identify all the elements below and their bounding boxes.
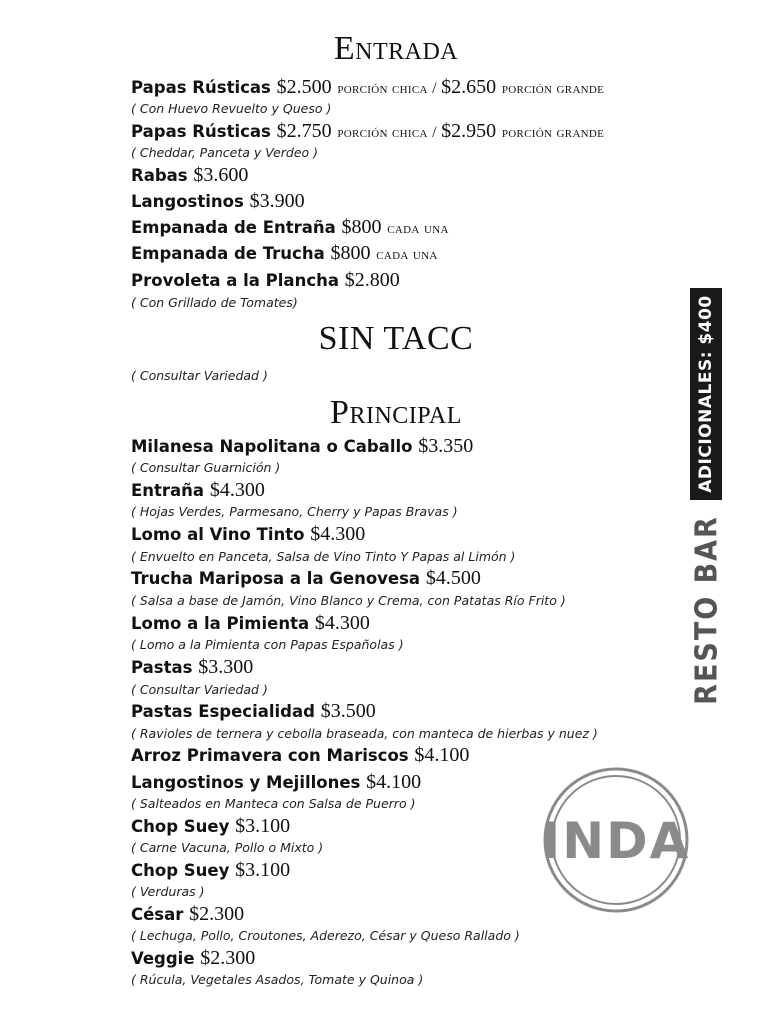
item-description: ( Lomo a la Pimienta con Papas Españolas ) <box>131 637 404 652</box>
item-price: $3.100 <box>235 859 291 881</box>
item-description: ( Rúcula, Vegetales Asados, Tomate y Quinoa ) <box>131 972 424 987</box>
item-name: Lomo al Vino Tinto <box>131 525 305 544</box>
menu-item <box>131 771 421 794</box>
item-name: Empanada de Trucha <box>131 244 325 263</box>
item-name: Langostinos <box>131 192 244 211</box>
menu-item <box>131 269 400 292</box>
item-note-2: porción grande <box>501 80 605 97</box>
item-price: $2.750 <box>276 120 332 142</box>
item-price: $3.600 <box>193 164 249 186</box>
menu-item <box>131 242 438 265</box>
item-note: cada una <box>376 246 438 263</box>
item-price-2: $2.650 <box>441 76 497 98</box>
item-name: Lomo a la Pimienta <box>131 614 310 633</box>
item-price: $4.500 <box>425 567 481 589</box>
item-description: ( Ravioles de ternera y cebolla braseada, con manteca de hierbas y nuez ) <box>131 726 598 741</box>
section-title-sin-tacc: SIN TACC <box>318 320 474 357</box>
item-name: Rabas <box>131 166 188 185</box>
menu-item <box>131 744 469 767</box>
item-name: Papas Rústicas <box>131 78 271 97</box>
section-title-entrada: Entrada <box>333 30 459 67</box>
item-name: Empanada de Entraña <box>131 218 336 237</box>
menu-item <box>131 656 253 679</box>
menu-item <box>131 523 365 546</box>
item-name: Arroz Primavera con Mariscos <box>131 746 409 765</box>
item-description: ( Lechuga, Pollo, Croutones, Aderezo, César y Queso Rallado ) <box>131 928 520 943</box>
item-description: ( Salteados en Manteca con Salsa de Puerro ) <box>131 796 416 811</box>
item-description: ( Hojas Verdes, Parmesano, Cherry y Papas Bravas ) <box>131 504 458 519</box>
item-price: $2.500 <box>276 76 332 98</box>
menu-item <box>131 164 248 187</box>
menu-item <box>131 612 370 635</box>
item-name: Pastas Especialidad <box>131 702 315 721</box>
item-price: $3.500 <box>320 700 376 722</box>
menu-item <box>131 903 244 926</box>
item-description: ( Verduras ) <box>131 884 205 899</box>
menu-item <box>131 190 305 213</box>
item-price: $800 <box>341 216 382 238</box>
menu-item <box>131 815 290 838</box>
adicionales-label: ADICIONALES: $400 <box>696 295 716 493</box>
item-name: Chop Suey <box>131 817 230 836</box>
item-price: $3.100 <box>235 815 291 837</box>
item-price: $4.100 <box>414 744 470 766</box>
item-price: $800 <box>330 242 371 264</box>
menu-item <box>131 700 376 723</box>
item-name: Chop Suey <box>131 861 230 880</box>
item-note: porción chica / <box>337 124 442 141</box>
item-price: $3.300 <box>198 656 254 678</box>
section-title-principal: Principal <box>330 394 462 431</box>
item-name: Provoleta a la Plancha <box>131 271 339 290</box>
menu-item <box>131 120 604 143</box>
item-price: $4.100 <box>366 771 422 793</box>
item-name: Veggie <box>131 949 195 968</box>
item-price: $4.300 <box>314 612 370 634</box>
item-name: Pastas <box>131 658 193 677</box>
item-price: $4.300 <box>310 523 366 545</box>
item-description: ( Carne Vacuna, Pollo o Mixto ) <box>131 840 324 855</box>
item-price: $2.300 <box>200 947 256 969</box>
item-description: ( Con Huevo Revuelto y Queso ) <box>131 101 332 116</box>
item-price: $3.350 <box>418 435 474 457</box>
item-price: $4.300 <box>209 479 265 501</box>
menu-item <box>131 435 473 458</box>
inda-logo-icon <box>542 766 690 914</box>
item-description: ( Salsa a base de Jamón, Vino Blanco y Crema, con Patatas Río Frito ) <box>131 593 566 608</box>
item-price: $2.300 <box>189 903 245 925</box>
item-name: Trucha Mariposa a la Genovesa <box>131 569 421 588</box>
item-name: Langostinos y Mejillones <box>131 773 361 792</box>
item-description: ( Envuelto en Panceta, Salsa de Vino Tinto Y Papas al Limón ) <box>131 549 516 564</box>
item-description: ( Cheddar, Panceta y Verdeo ) <box>131 145 319 160</box>
item-description: ( Consultar Variedad ) <box>131 682 268 697</box>
menu-item <box>131 76 604 99</box>
item-description: ( Con Grillado de Tomates) <box>131 295 298 310</box>
item-name: Milanesa Napolitana o Caballo <box>131 437 413 456</box>
menu-item <box>131 479 265 502</box>
item-name: Entraña <box>131 481 205 500</box>
menu-item <box>131 859 290 882</box>
menu-item <box>131 216 449 239</box>
resto-bar-label: RESTO BAR <box>689 515 725 705</box>
sin-tacc-description: ( Consultar Variedad ) <box>131 368 268 383</box>
logo-text: INDA <box>542 812 690 870</box>
item-price: $2.800 <box>344 269 400 291</box>
item-price: $3.900 <box>249 190 305 212</box>
menu-item <box>131 567 481 590</box>
item-note: porción chica / <box>337 80 442 97</box>
menu-item <box>131 947 255 970</box>
item-note-2: porción grande <box>501 124 605 141</box>
item-price-2: $2.950 <box>441 120 497 142</box>
item-name: Papas Rústicas <box>131 122 271 141</box>
item-note: cada una <box>387 220 449 237</box>
item-name: César <box>131 905 184 924</box>
item-description: ( Consultar Guarnición ) <box>131 460 281 475</box>
